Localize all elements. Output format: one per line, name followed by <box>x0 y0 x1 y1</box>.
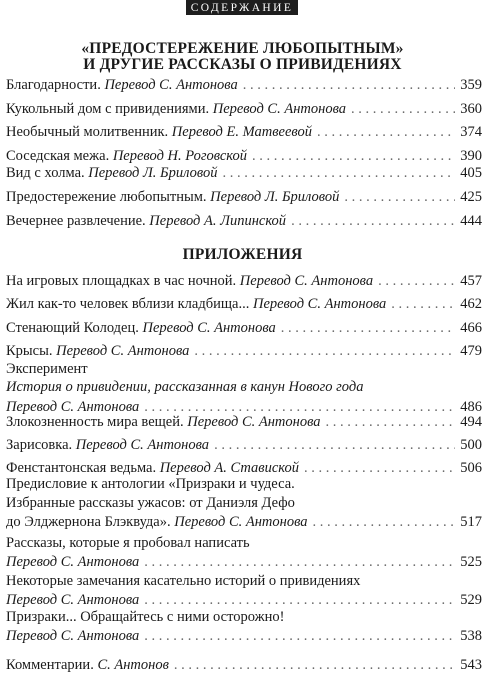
page-number: 360 <box>460 101 482 117</box>
toc-entry[interactable]: Благодарности. Перевод С. Антонова . . . 359 <box>6 74 482 96</box>
toc-entry[interactable]: Зарисовка. Перевод С. Антонова . . . 500 <box>6 434 482 456</box>
toc-entry[interactable]: Вечернее развлечение. Перевод А. Липинской . . . 444 <box>6 210 482 232</box>
toc-entry[interactable]: Предостережение любопытным. Перевод Л. Бриловой . . . 425 <box>6 186 482 208</box>
toc-entry[interactable]: Предисловие к антологии «Призраки и чудеса. Избранные рассказы ужасов: от Даниэля Дефо до Элджернона Блэквуда». Перевод С. Антонова . . . 517 <box>6 473 482 533</box>
page-number: 457 <box>460 273 482 289</box>
toc-entry[interactable]: Некоторые замечания касательно историй о привидениях Перевод С. Антонова . . . 529 <box>6 570 482 611</box>
page-number: 529 <box>460 592 482 608</box>
toc-entry[interactable]: Кукольный дом с привидениями. Перевод С. Антонова . . . 360 <box>6 98 482 120</box>
page-number: 425 <box>460 189 482 205</box>
toc-entry[interactable]: Крысы. Перевод С. Антонова . . . 479 <box>6 340 482 362</box>
page-number: 390 <box>460 148 482 164</box>
page-number: 444 <box>460 213 482 229</box>
toc-entry[interactable]: Стенающий Колодец. Перевод С. Антонова . . . 466 <box>6 317 482 339</box>
toc-entry[interactable]: Эксперимент История о привидении, рассказанная в канун Нового года Перевод С. Антонова . . . 486 <box>6 358 482 418</box>
page-number: 374 <box>460 124 482 140</box>
page-number: 486 <box>460 399 482 415</box>
toc-entry-commentary[interactable]: Комментарии. С. Антонов . . . 543 <box>6 654 482 676</box>
toc-entry[interactable]: Необычный молитвенник. Перевод Е. Матвеевой . . . 374 <box>6 121 482 143</box>
section-title-line2: И ДРУГИЕ РАССКАЗЫ О ПРИВИДЕНИЯХ <box>83 56 402 73</box>
toc-entry[interactable]: Вид с холма. Перевод Л. Бриловой . . . 405 <box>6 162 482 184</box>
page-number: 500 <box>460 437 482 453</box>
toc-entry[interactable]: На игровых площадках в час ночной. Перевод С. Антонова . . . 457 <box>6 270 482 292</box>
section-title: ПРИЛОЖЕНИЯ <box>182 246 303 263</box>
toc-entry[interactable]: Рассказы, которые я пробовал написать Перевод С. Антонова . . . 525 <box>6 532 482 573</box>
section-title-line1: «ПРЕДОСТЕРЕЖЕНИЕ ЛЮБОПЫТНЫМ» <box>81 40 404 57</box>
toc-entry[interactable]: Призраки... Обращайтесь с ними осторожно! Перевод С. Антонова . . . 538 <box>6 606 482 647</box>
toc-entry[interactable]: Фенстантонская ведьма. Перевод А. Ставиской . . . 506 <box>6 457 482 479</box>
page-number: 538 <box>460 628 482 644</box>
page-number: 462 <box>460 296 482 312</box>
toc-entry[interactable]: Жил как-то человек вблизи кладбища... Перевод С. Антонова . . . 462 <box>6 293 482 315</box>
toc-entry[interactable]: Злокозненность мира вещей. Перевод С. Антонова . . . 494 <box>6 411 482 433</box>
page-header: СОДЕРЖАНИЕ <box>186 0 298 15</box>
page-number: 517 <box>460 514 482 530</box>
page-number: 506 <box>460 460 482 476</box>
page-number: 494 <box>460 414 482 430</box>
page-number: 525 <box>460 554 482 570</box>
toc-entry[interactable]: Соседская межа. Перевод Н. Роговской . . . 390 <box>6 145 482 167</box>
page-number: 405 <box>460 165 482 181</box>
page-number: 479 <box>460 343 482 359</box>
page-number: 359 <box>460 77 482 93</box>
page-number: 543 <box>460 657 482 673</box>
page-number: 466 <box>460 320 482 336</box>
